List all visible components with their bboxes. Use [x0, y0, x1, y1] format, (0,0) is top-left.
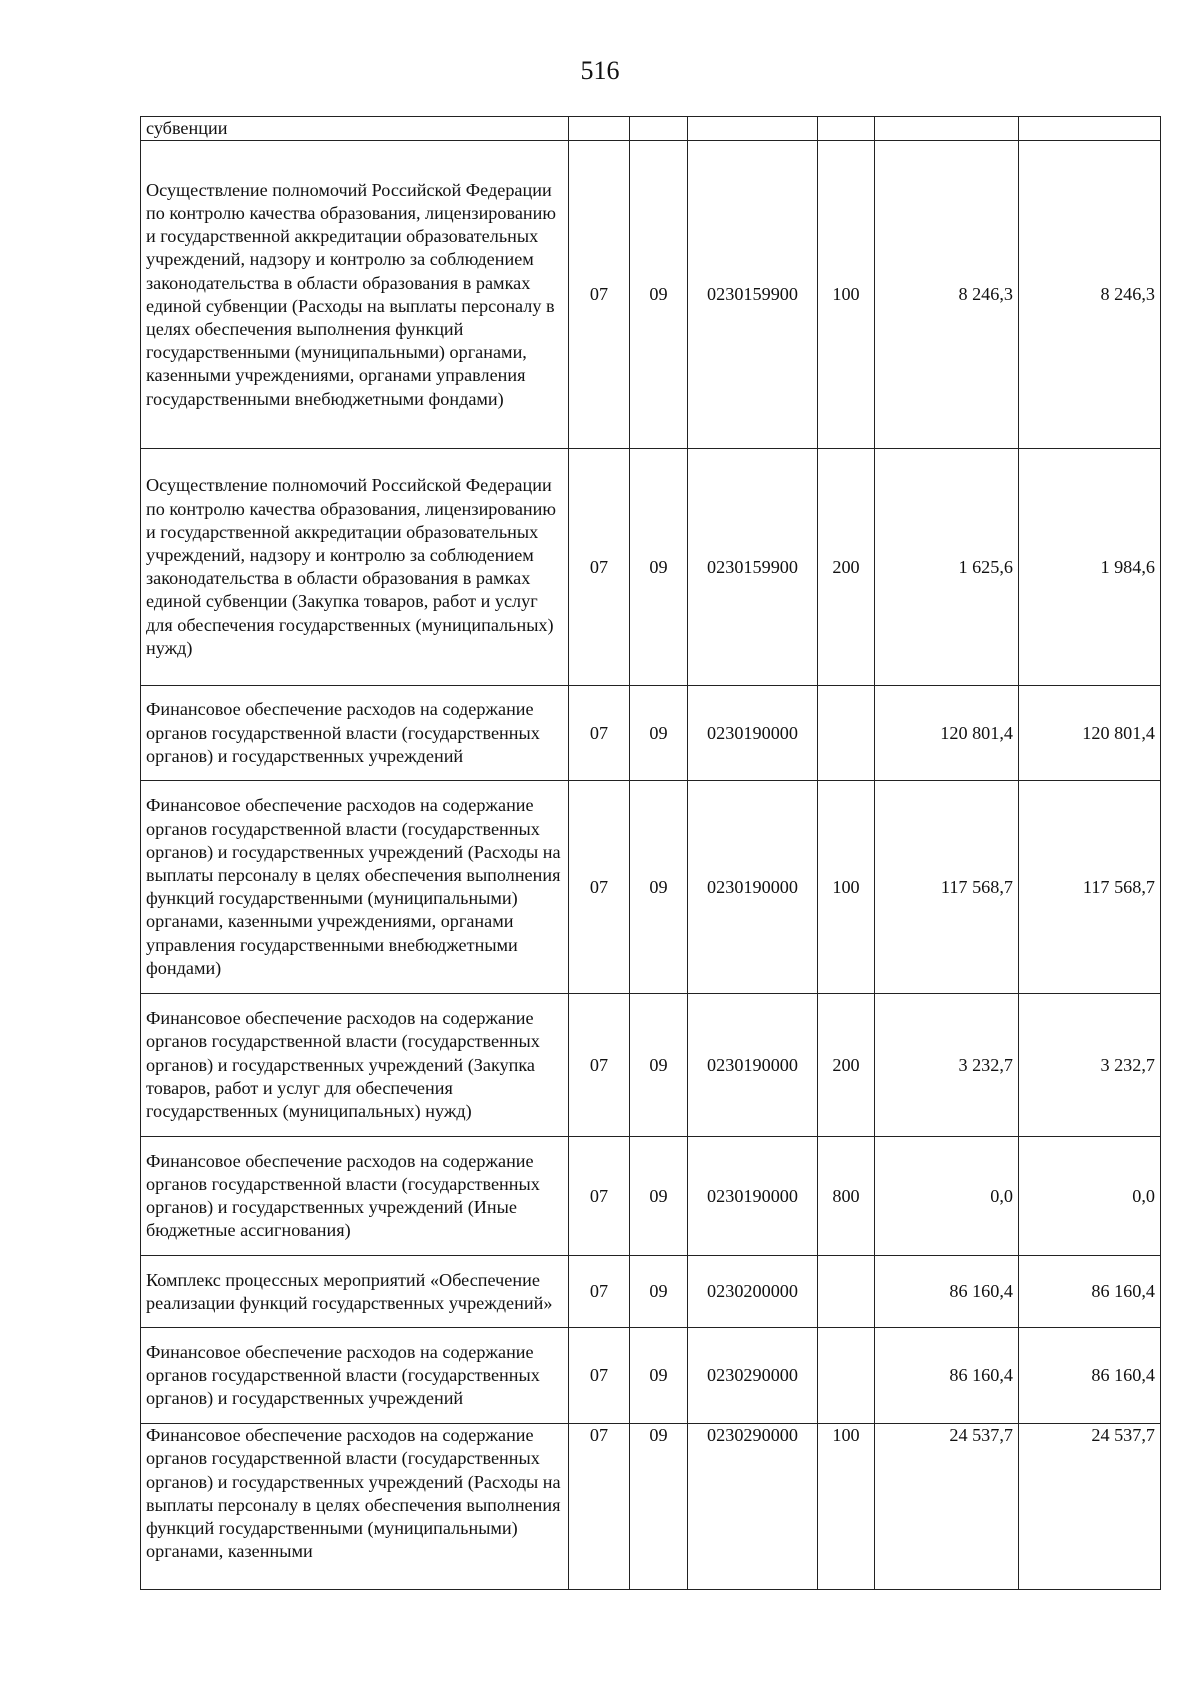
row-amount-2: 1 984,6	[1019, 449, 1161, 686]
row-expense-type	[818, 1328, 875, 1424]
row-amount-1: 1 625,6	[875, 449, 1019, 686]
table-row	[141, 1424, 1161, 1590]
row-subsection: 09	[630, 686, 688, 781]
table-row	[141, 994, 1161, 1137]
row-amount-2: 3 232,7	[1019, 994, 1161, 1137]
row-name: Финансовое обеспечение расходов на содержание органов государственной власти (государственных органов) и государственных учреждений	[141, 1328, 569, 1424]
row-amount-2: 86 160,4	[1019, 1328, 1161, 1424]
row-section: 07	[569, 1137, 630, 1256]
row-expense-type: 100	[818, 141, 875, 449]
row-expense-type: 800	[818, 1137, 875, 1256]
row-amount-2: 117 568,7	[1019, 781, 1161, 994]
row-section: 07	[569, 1424, 630, 1590]
row-name: Финансовое обеспечение расходов на содержание органов государственной власти (государственных органов) и государственных учреждений (Расходы на выплаты персоналу в целях обеспечения выполнения функций государственными (муниципальными) органами, казенными	[141, 1424, 569, 1590]
row-amount-1	[875, 117, 1019, 141]
row-amount-1: 117 568,7	[875, 781, 1019, 994]
row-name: Осуществление полномочий Российской Федерации по контролю качества образования, лицензированию и государственной аккредитации образовательных учреждений, надзору и контролю за соблюдением законодательства в области образования в рамках единой субвенции (Расходы на выплаты персоналу в целях обеспечения выполнения функций государственными (муниципальными) органами, казенными учреждениями, органами управления государственными внебюджетными фондами)	[141, 141, 569, 449]
row-expense-type	[818, 117, 875, 141]
row-target-code: 0230159900	[688, 449, 818, 686]
row-subsection: 09	[630, 994, 688, 1137]
row-subsection: 09	[630, 1137, 688, 1256]
row-section: 07	[569, 781, 630, 994]
row-subsection: 09	[630, 141, 688, 449]
table-row	[141, 449, 1161, 686]
row-expense-type: 200	[818, 449, 875, 686]
row-name: Осуществление полномочий Российской Федерации по контролю качества образования, лицензированию и государственной аккредитации образовательных учреждений, надзору и контролю за соблюдением законодательства в области образования в рамках единой субвенции (Закупка товаров, работ и услуг для обеспечения государственных (муниципальных) нужд)	[141, 449, 569, 686]
row-target-code: 0230159900	[688, 141, 818, 449]
row-target-code	[688, 117, 818, 141]
row-section: 07	[569, 141, 630, 449]
row-subsection: 09	[630, 1328, 688, 1424]
table-row	[141, 1137, 1161, 1256]
row-target-code: 0230200000	[688, 1256, 818, 1328]
row-name: Финансовое обеспечение расходов на содержание органов государственной власти (государственных органов) и государственных учреждений (Иные бюджетные ассигнования)	[141, 1137, 569, 1256]
table-row	[141, 781, 1161, 994]
table-row	[141, 1256, 1161, 1328]
row-target-code: 0230290000	[688, 1424, 818, 1590]
row-amount-2: 8 246,3	[1019, 141, 1161, 449]
row-subsection	[630, 117, 688, 141]
row-amount-1: 8 246,3	[875, 141, 1019, 449]
row-target-code: 0230190000	[688, 994, 818, 1137]
row-amount-1: 24 537,7	[875, 1424, 1019, 1590]
row-amount-1: 0,0	[875, 1137, 1019, 1256]
row-subsection: 09	[630, 449, 688, 686]
row-subsection: 09	[630, 1424, 688, 1590]
row-amount-1: 120 801,4	[875, 686, 1019, 781]
row-amount-1: 86 160,4	[875, 1328, 1019, 1424]
row-subsection: 09	[630, 1256, 688, 1328]
table-row	[141, 1328, 1161, 1424]
row-subsection: 09	[630, 781, 688, 994]
row-name: Комплекс процессных мероприятий «Обеспечение реализации функций государственных учреждений»	[141, 1256, 569, 1328]
table-row	[141, 686, 1161, 781]
row-target-code: 0230290000	[688, 1328, 818, 1424]
row-expense-type	[818, 1256, 875, 1328]
row-name: субвенции	[141, 117, 569, 141]
row-amount-1: 3 232,7	[875, 994, 1019, 1137]
row-expense-type: 100	[818, 781, 875, 994]
row-section: 07	[569, 1328, 630, 1424]
row-amount-2: 86 160,4	[1019, 1256, 1161, 1328]
row-section: 07	[569, 994, 630, 1137]
row-expense-type	[818, 686, 875, 781]
row-target-code: 0230190000	[688, 686, 818, 781]
row-expense-type: 100	[818, 1424, 875, 1590]
row-target-code: 0230190000	[688, 781, 818, 994]
page-number: 516	[580, 56, 620, 85]
row-section: 07	[569, 1256, 630, 1328]
row-section: 07	[569, 449, 630, 686]
row-amount-2: 24 537,7	[1019, 1424, 1161, 1590]
row-target-code: 0230190000	[688, 1137, 818, 1256]
row-amount-2	[1019, 117, 1161, 141]
row-expense-type: 200	[818, 994, 875, 1137]
row-amount-2: 0,0	[1019, 1137, 1161, 1256]
budget-table	[140, 116, 1161, 1590]
row-name: Финансовое обеспечение расходов на содержание органов государственной власти (государственных органов) и государственных учреждений (Расходы на выплаты персоналу в целях обеспечения выполнения функций государственными (муниципальными) органами, казенными учреждениями, органами управления государственными внебюджетными фондами)	[141, 781, 569, 994]
row-amount-1: 86 160,4	[875, 1256, 1019, 1328]
table-row	[141, 141, 1161, 449]
row-section: 07	[569, 686, 630, 781]
row-name: Финансовое обеспечение расходов на содержание органов государственной власти (государственных органов) и государственных учреждений (Закупка товаров, работ и услуг для обеспечения государственных (муниципальных) нужд)	[141, 994, 569, 1137]
row-amount-2: 120 801,4	[1019, 686, 1161, 781]
row-section	[569, 117, 630, 141]
row-name: Финансовое обеспечение расходов на содержание органов государственной власти (государственных органов) и государственных учреждений	[141, 686, 569, 781]
table-row	[141, 117, 1161, 141]
